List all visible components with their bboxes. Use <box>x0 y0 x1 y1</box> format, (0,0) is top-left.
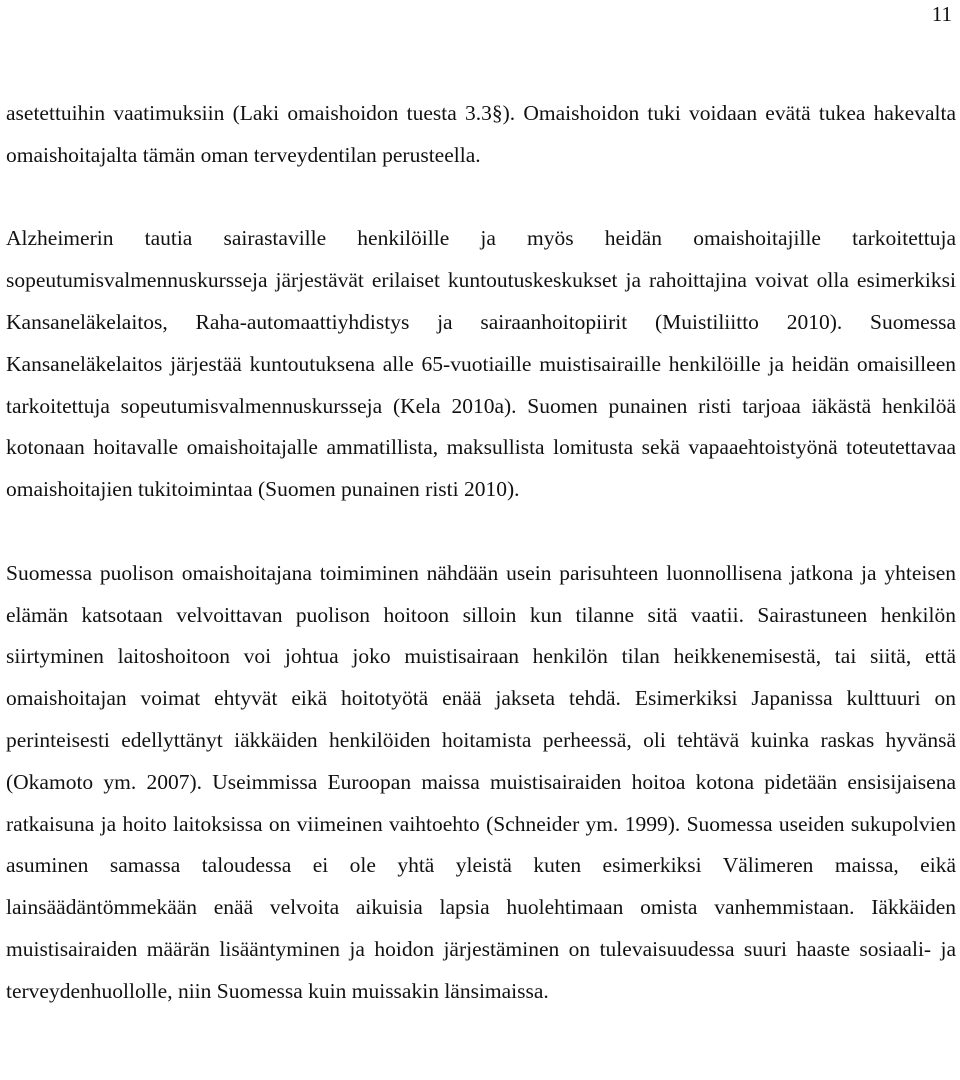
paragraph-1: asetettuihin vaatimuksiin (Laki omaishoidon tuesta 3.3§). Omaishoidon tuki voidaan evätä tukea hakevalta omaishoitajalta tämän oman terveydentilan perusteella. <box>6 101 956 167</box>
document-body <box>6 93 956 1013</box>
paragraph-2: Alzheimerin tautia sairastaville henkilöille ja myös heidän omaishoitajille tarkoitettuja sopeutumisvalmennuskursseja järjestävät erilaiset kuntoutuskeskukset ja rahoittajina voivat olla esimerkiksi Kansaneläkelaitos, Raha-automaattiyhdistys ja sairaanhoitopiirit (Muistiliitto 2010). Suomessa Kansaneläkelaitos järjestää kuntoutuksena alle 65-vuotiaille muistisairaille henkilöille ja heidän omaisilleen tarkoitettuja sopeutumisvalmennuskursseja (Kela 2010a). Suomen punainen risti tarjoaa iäkästä henkilöä kotonaan hoitavalle omaishoitajalle ammatillista, maksullista lomitusta sekä vapaaehtoistyönä toteutettavaa omaishoitajien tukitoimintaa (Suomen punainen risti 2010). <box>6 226 956 502</box>
paragraph-3: Suomessa puolison omaishoitajana toimiminen nähdään usein parisuhteen luonnollisena jatkona ja yhteisen elämän katsotaan velvoittavan puolison hoitoon silloin kun tilanne sitä vaatii. Sairastuneen henkilön siirtyminen laitoshoitoon voi johtua joko muistisairaan henkilön tilan heikkenemisestä, tai siitä, että omaishoitajan voimat ehtyvät eikä hoitotyötä enää jakseta tehdä. Esimerkiksi Japanissa kulttuuri on perinteisesti edellyttänyt iäkkäiden henkilöiden hoitamista perheessä, oli tehtävä kuinka raskas hyvänsä (Okamoto ym. 2007). Useimmissa Euroopan maissa muistisairaiden hoitoa kotona pidetään ensisijaisena ratkaisuna ja hoito laitoksissa on viimeinen vaihtoehto (Schneider ym. 1999). Suomessa useiden sukupolvien asuminen samassa taloudessa ei ole yhtä yleistä kuten esimerkiksi Välimeren maissa, eikä lainsäädäntömmekään enää velvoita aikuisia lapsia huolehtimaan omista vanhemmistaan. Iäkkäiden muistisairaiden määrän lisääntyminen ja hoidon järjestäminen on tulevaisuudessa suuri haaste sosiaali- ja terveydenhuollolle, niin Suomessa kuin muissakin länsimaissa. <box>6 560 956 1003</box>
paragraph-gap <box>6 511 956 553</box>
paragraph-gap <box>6 177 956 219</box>
page-number: 11 <box>931 2 952 26</box>
